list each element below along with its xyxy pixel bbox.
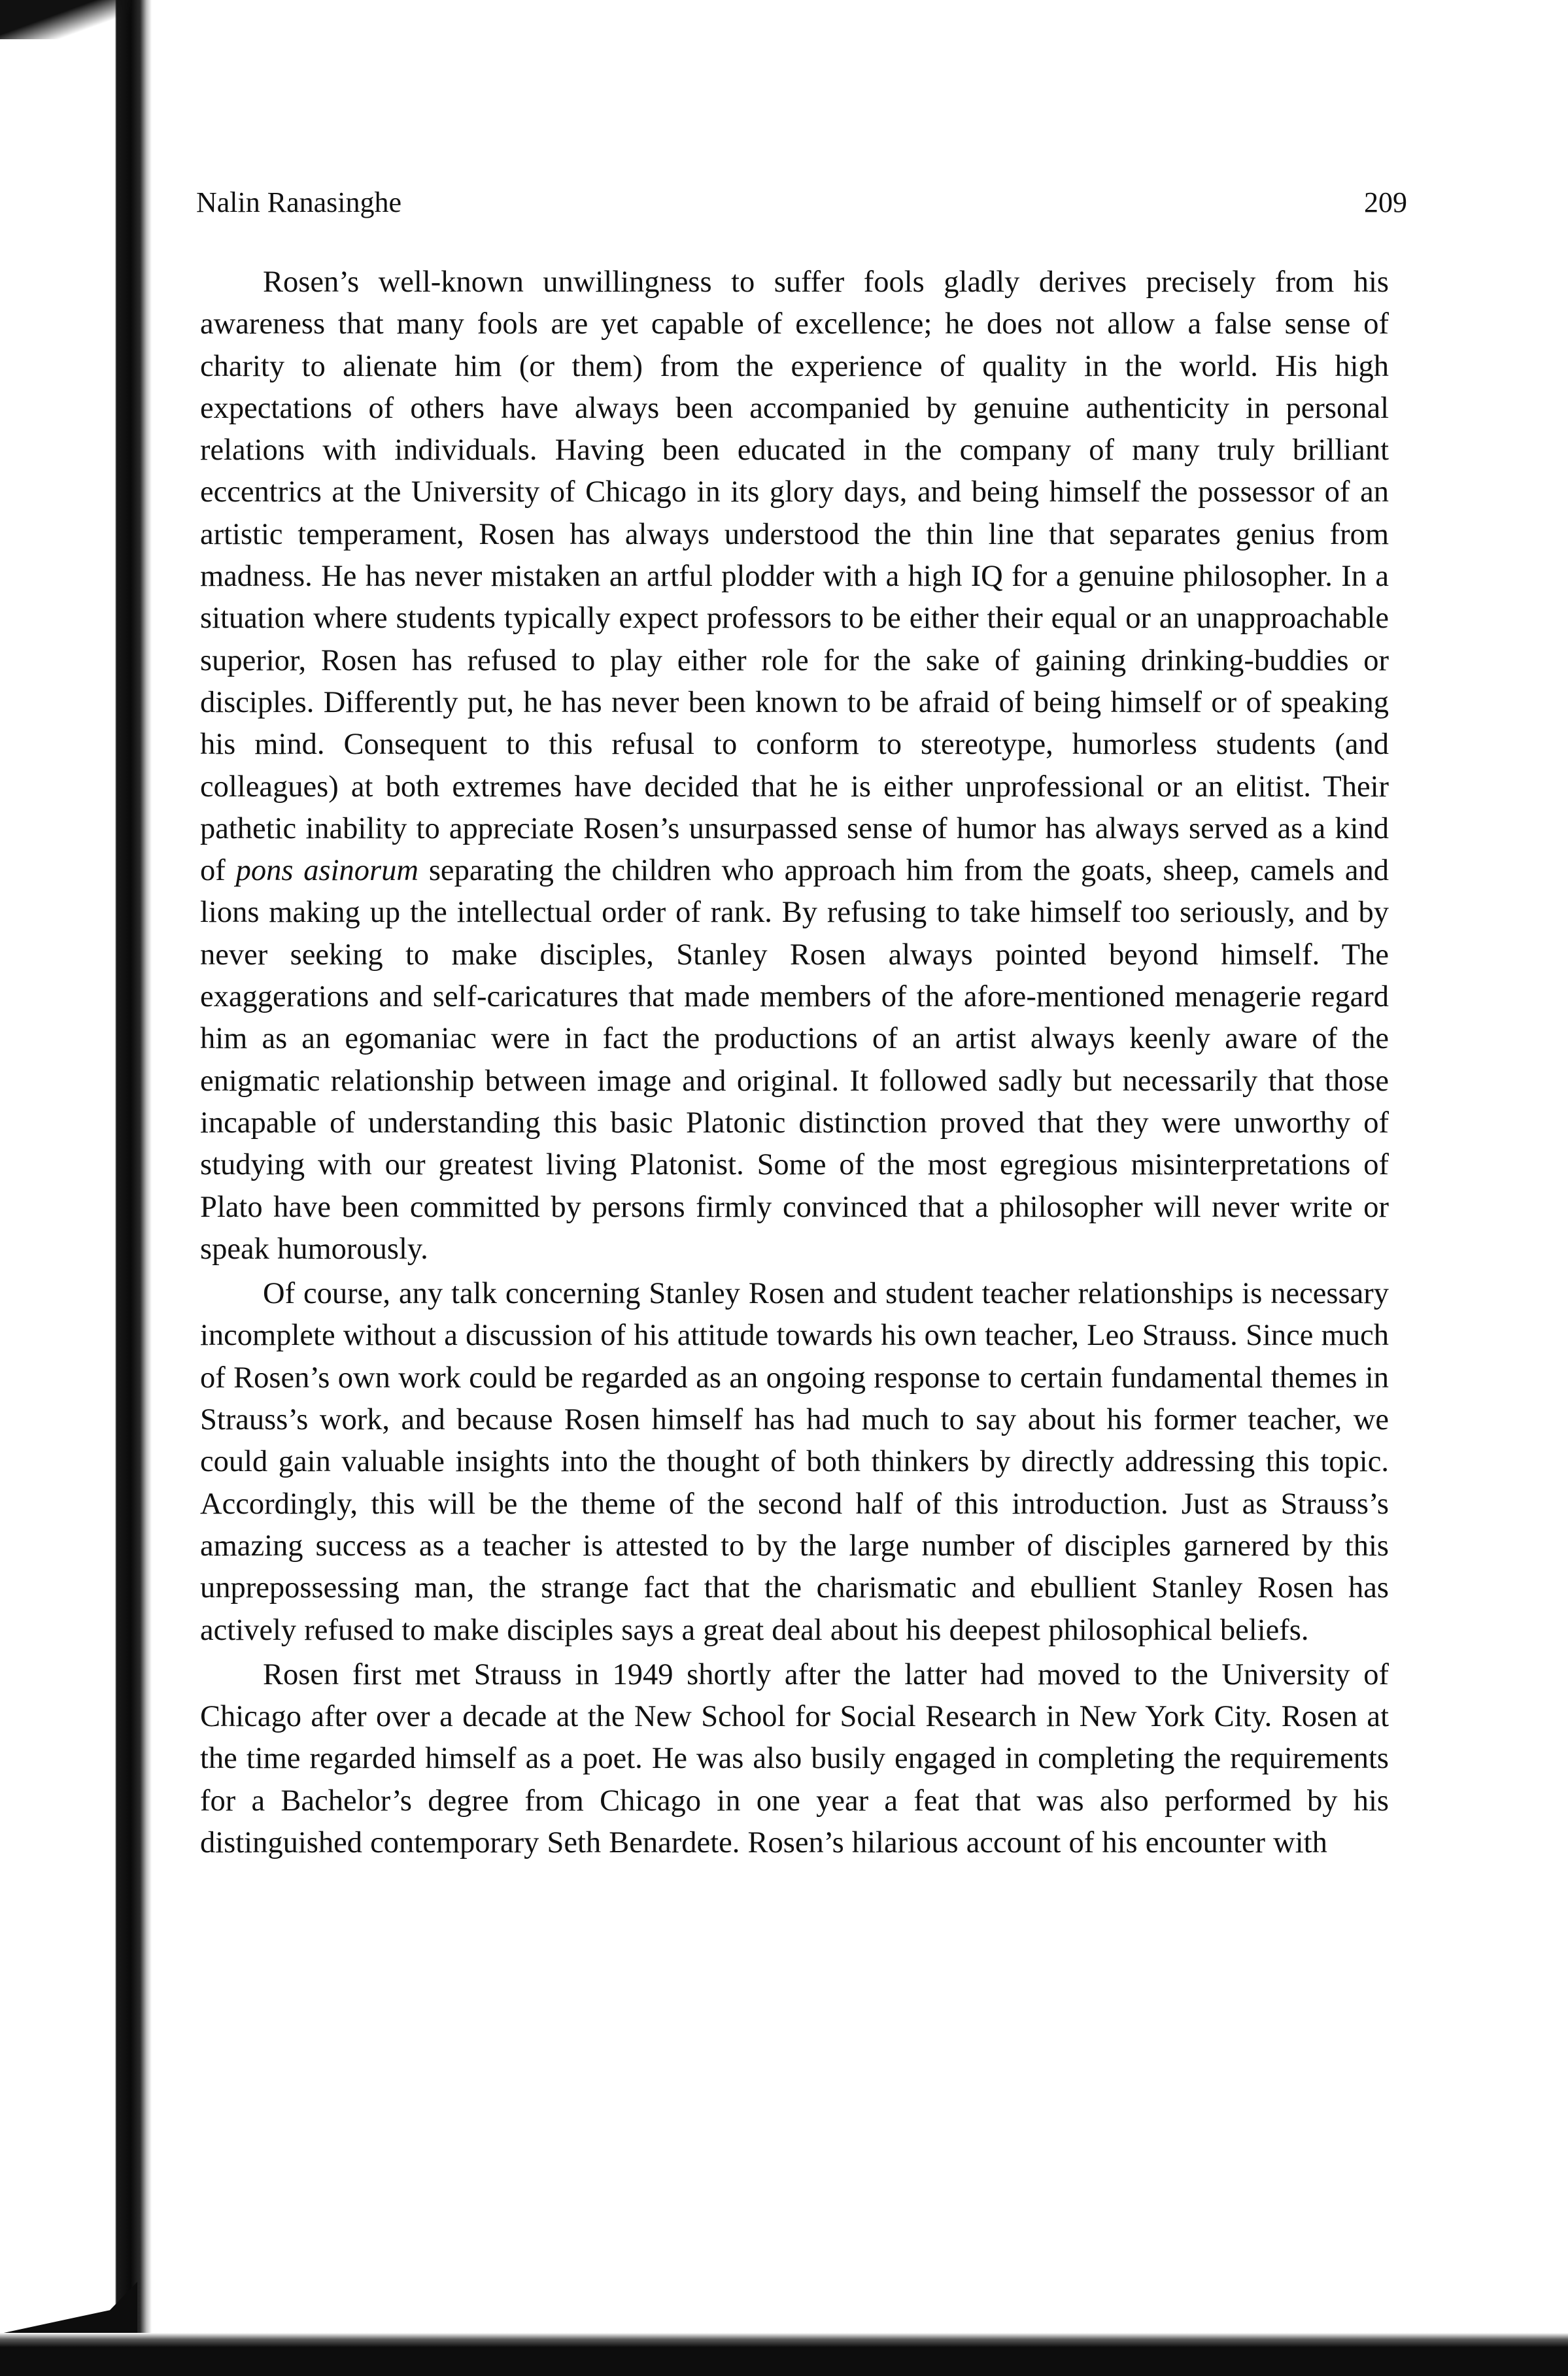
page-number: 209	[1364, 186, 1407, 218]
paragraph-1	[200, 262, 1389, 1270]
body-text	[200, 262, 1389, 1864]
book-spine-shadow	[0, 0, 152, 2376]
paragraph-2: Of course, any talk concerning Stanley Rosen and student teacher relationships is necessary incomplete without a discussion of his attitude towards his own teacher, Leo Strauss. Since much of Rosen’s own work could be regarded as an ongoing response to certain fundamental themes in Strauss’s work, and because Rosen himself has had much to say about his former teacher, we could gain valuable insights into the thought of both thinkers by directly addressing this topic. Accordingly, this will be the theme of the second half of this introduction. Just as Strauss’s amazing success as a teacher is attested to by the large number of disciples garnered by this unprepossessing man, the strange fact that the charismatic and ebullient Stanley Rosen has actively refused to make disciples says a great deal about his deepest philosophical beliefs.	[200, 1277, 1389, 1647]
running-head	[196, 183, 1407, 222]
paragraph-1-italic-term: pons asinorum	[235, 854, 418, 888]
scan-bottom-edge	[0, 2333, 1568, 2376]
running-head-author: Nalin Ranasinghe	[196, 186, 402, 218]
paragraph-1-text-b: separating the children who approach him from the goats, sheep, camels and lions making up the intellectual order of rank. By refusing to take himself too seriously, and by never seeking to make disciples, Stanley Rosen always pointed beyond himself. The exaggerations and self-caricatures that made members of the afore-mentioned menagerie regard him as an egomaniac were in fact the productions of an artist always keenly aware of the enigmatic relationship between image and original. It followed sadly but necessarily that those incapable of understanding this basic Platonic distinction proved that they were unworthy of studying with our greatest living Platonist. Some of the most egregious misinterpretations of Plato have been committed by persons firmly convinced that a philosopher will never write or speak humorously.	[200, 854, 1389, 1266]
paragraph-3: Rosen first met Strauss in 1949 shortly after the latter had moved to the University of Chicago after over a decade at the New School for Social Research in New York City. Rosen at the time regarded himself as a poet. He was also busily engaged in completing the requirements for a Bachelor’s degree from Chicago in one year a feat that was also performed by his distinguished contemporary Seth Benardete. Rosen’s hilarious account of his encounter with	[200, 1657, 1389, 1859]
paragraph-1-text-a: Rosen’s well-known unwillingness to suffer fools gladly derives precisely from his awareness that many fools are yet capable of excellence; he does not allow a false sense of charity to alienate him (or them) from the experience of quality in the world. His high expectations of others have always been accompanied by genuine authenticity in personal relations with individuals. Having been educated in the company of many truly brilliant eccentrics at the University of Chicago in its glory days, and being himself the possessor of an artistic temperament, Rosen has always understood the thin line that separates genius from madness. He has never mistaken an artful plodder with a high IQ for a genuine philosopher. In a situation where students typically expect professors to be either their equal or an unapproachable superior, Rosen has refused to play either role for the sake of gaining drinking-buddies or disciples. Differently put, he has never been known to be afraid of being himself or of speaking his mind. Consequent to this refusal to conform to stereotype, humorless students (and colleagues) at both extremes have decided that he is either unprofessional or an elitist. Their pathetic inability to appreciate Rosen’s unsurpassed sense of humor has always served as a kind of	[200, 265, 1389, 888]
scan-corner-shadow	[0, 0, 131, 39]
